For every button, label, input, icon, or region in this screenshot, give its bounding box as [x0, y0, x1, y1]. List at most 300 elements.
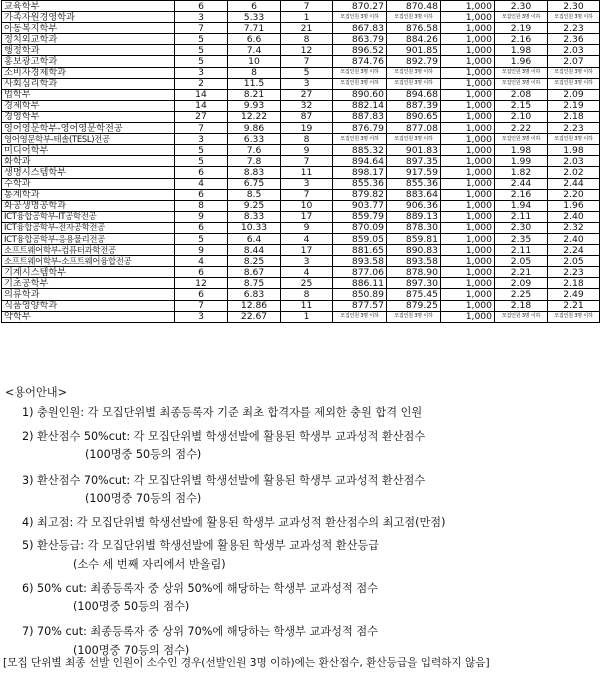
converted-grade-50cut-cell: 1.98 — [495, 145, 548, 156]
quota-cell: 9 — [175, 211, 228, 222]
converted-grade-70cut-cell: 2.49 — [548, 289, 600, 300]
converted-score-70cut-cell: 878.30 — [387, 222, 441, 233]
max-score-cell: 1,000 — [441, 34, 495, 45]
glossary-item-4: 4) 최고점: 각 모집단위별 학생선발에 활용된 학생부 교과성적 환산점수의 최고점(만점) — [22, 516, 446, 529]
max-score-cell: 1,000 — [441, 100, 495, 111]
max-score-cell: 1,000 — [441, 12, 495, 23]
competition-rate-cell: 22.67 — [228, 311, 281, 322]
quota-cell: 5 — [175, 233, 228, 244]
max-score-cell: 1,000 — [441, 289, 495, 300]
glossary-item-7: 7) 70% cut: 최종등록자 중 상위 70%에 해당하는 학생부 교과성적 점수 — [22, 625, 378, 638]
converted-score-70cut-cell: 모집인원 3명 이하 — [387, 12, 441, 23]
table-row — [2, 145, 600, 156]
converted-grade-50cut-cell: 1.94 — [495, 200, 548, 211]
department-name-cell: 화공생명공학과 — [2, 200, 175, 211]
converted-score-50cut-cell: 893.58 — [333, 256, 387, 267]
department-name-cell: 정치외교학과 — [2, 34, 175, 45]
converted-grade-70cut-cell: 2.18 — [548, 111, 600, 122]
converted-grade-50cut-cell: 2.35 — [495, 233, 548, 244]
glossary-item-6-detail: (100명중 50등의 점수) — [73, 600, 190, 613]
converted-score-70cut-cell: 884.26 — [387, 34, 441, 45]
converted-score-70cut-cell: 879.25 — [387, 300, 441, 311]
converted-score-70cut-cell: 890.83 — [387, 245, 441, 256]
max-score-cell: 1,000 — [441, 134, 495, 145]
converted-grade-70cut-cell: 1.96 — [548, 200, 600, 211]
converted-grade-50cut-cell: 2.08 — [495, 89, 548, 100]
additional-admits-cell: 25 — [281, 278, 333, 289]
quota-cell: 14 — [175, 89, 228, 100]
additional-admits-cell: 11 — [281, 300, 333, 311]
converted-grade-70cut-cell: 모집인원 3명 이하 — [548, 12, 600, 23]
table-row — [2, 267, 600, 278]
converted-grade-50cut-cell: 모집인원 3명 이하 — [495, 78, 548, 89]
additional-admits-cell: 7 — [281, 156, 333, 167]
glossary-item-5-detail: (소수 세 번째 자리에서 반올림) — [73, 558, 226, 571]
table-row — [2, 111, 600, 122]
quota-cell: 5 — [175, 34, 228, 45]
max-score-cell: 1,000 — [441, 78, 495, 89]
department-name-cell: 의류학과 — [2, 289, 175, 300]
quota-cell: 5 — [175, 156, 228, 167]
additional-admits-cell: 11 — [281, 167, 333, 178]
converted-score-50cut-cell: 890.60 — [333, 89, 387, 100]
max-score-cell: 1,000 — [441, 156, 495, 167]
converted-grade-50cut-cell: 2.11 — [495, 211, 548, 222]
converted-grade-50cut-cell: 모집인원 3명 이하 — [495, 311, 548, 322]
glossary-item-3-detail: (100명중 70등의 점수) — [85, 492, 202, 505]
converted-score-50cut-cell: 886.11 — [333, 278, 387, 289]
converted-score-70cut-cell: 887.39 — [387, 100, 441, 111]
converted-grade-70cut-cell: 2.23 — [548, 267, 600, 278]
table-row — [2, 278, 600, 289]
additional-admits-cell: 3 — [281, 178, 333, 189]
department-name-cell: 통계학과 — [2, 189, 175, 200]
converted-grade-70cut-cell: 모집인원 3명 이하 — [548, 311, 600, 322]
department-name-cell: 식품영양학과 — [2, 300, 175, 311]
converted-grade-70cut-cell: 2.18 — [548, 278, 600, 289]
department-name-cell: 홍보광고학과 — [2, 56, 175, 67]
max-score-cell: 1,000 — [441, 56, 495, 67]
additional-admits-cell: 7 — [281, 189, 333, 200]
quota-cell: 9 — [175, 245, 228, 256]
converted-score-70cut-cell: 870.48 — [387, 1, 441, 12]
max-score-cell: 1,000 — [441, 123, 495, 134]
department-name-cell: 소비자경제학과 — [2, 67, 175, 78]
converted-grade-70cut-cell: 2.03 — [548, 45, 600, 56]
converted-score-50cut-cell: 885.32 — [333, 145, 387, 156]
converted-grade-50cut-cell: 2.09 — [495, 278, 548, 289]
quota-cell: 5 — [175, 45, 228, 56]
additional-admits-cell: 27 — [281, 89, 333, 100]
department-name-cell: 사회심리학과 — [2, 78, 175, 89]
converted-grade-50cut-cell: 2.10 — [495, 111, 548, 122]
converted-grade-70cut-cell: 2.23 — [548, 123, 600, 134]
converted-score-50cut-cell: 882.14 — [333, 100, 387, 111]
max-score-cell: 1,000 — [441, 67, 495, 78]
converted-score-70cut-cell: 883.64 — [387, 189, 441, 200]
converted-score-70cut-cell: 855.36 — [387, 178, 441, 189]
additional-admits-cell: 3 — [281, 78, 333, 89]
table-row — [2, 311, 600, 322]
max-score-cell: 1,000 — [441, 23, 495, 34]
quota-cell: 27 — [175, 111, 228, 122]
quota-cell: 12 — [175, 278, 228, 289]
table-row — [2, 45, 600, 56]
converted-score-70cut-cell: 모집인원 3명 이하 — [387, 67, 441, 78]
converted-grade-70cut-cell: 2.07 — [548, 56, 600, 67]
department-name-cell: 기계시스템학부 — [2, 267, 175, 278]
department-name-cell: 행정학과 — [2, 45, 175, 56]
table-row — [2, 178, 600, 189]
department-name-cell: 경제학부 — [2, 100, 175, 111]
max-score-cell: 1,000 — [441, 222, 495, 233]
table-row — [2, 156, 600, 167]
quota-cell: 5 — [175, 56, 228, 67]
competition-rate-cell: 6.83 — [228, 289, 281, 300]
additional-admits-cell: 7 — [281, 1, 333, 12]
converted-grade-70cut-cell: 2.32 — [548, 222, 600, 233]
table-row — [2, 245, 600, 256]
converted-score-50cut-cell: 898.17 — [333, 167, 387, 178]
max-score-cell: 1,000 — [441, 245, 495, 256]
max-score-cell: 1,000 — [441, 256, 495, 267]
competition-rate-cell: 9.93 — [228, 100, 281, 111]
additional-admits-cell: 32 — [281, 100, 333, 111]
quota-cell: 3 — [175, 12, 228, 23]
converted-grade-70cut-cell: 2.19 — [548, 100, 600, 111]
table-row — [2, 167, 600, 178]
department-name-cell: 교육학부 — [2, 1, 175, 12]
converted-grade-50cut-cell: 2.11 — [495, 245, 548, 256]
table-body — [2, 1, 600, 323]
department-name-cell: 약학부 — [2, 311, 175, 322]
competition-rate-cell: 6.6 — [228, 34, 281, 45]
quota-cell: 5 — [175, 145, 228, 156]
glossary-item-2: 2) 환산점수 50%cut: 각 모집단위별 학생선발에 활용된 학생부 교과성적 환산점수 — [22, 430, 426, 443]
converted-score-50cut-cell: 859.05 — [333, 233, 387, 244]
quota-cell: 3 — [175, 134, 228, 145]
quota-cell: 6 — [175, 1, 228, 12]
max-score-cell: 1,000 — [441, 300, 495, 311]
table-row — [2, 200, 600, 211]
competition-rate-cell: 8.5 — [228, 189, 281, 200]
competition-rate-cell: 8 — [228, 67, 281, 78]
converted-grade-50cut-cell: 모집인원 3명 이하 — [495, 12, 548, 23]
quota-cell: 2 — [175, 78, 228, 89]
quota-cell: 6 — [175, 189, 228, 200]
additional-admits-cell: 4 — [281, 267, 333, 278]
competition-rate-cell: 7.4 — [228, 45, 281, 56]
converted-grade-70cut-cell: 2.24 — [548, 245, 600, 256]
max-score-cell: 1,000 — [441, 189, 495, 200]
additional-admits-cell: 4 — [281, 233, 333, 244]
converted-score-50cut-cell: 모집인원 3명 이하 — [333, 12, 387, 23]
table-row — [2, 34, 600, 45]
table-row — [2, 89, 600, 100]
competition-rate-cell: 8.67 — [228, 267, 281, 278]
converted-score-70cut-cell: 906.36 — [387, 200, 441, 211]
quota-cell: 6 — [175, 289, 228, 300]
glossary-item-6: 6) 50% cut: 최종등록자 중 상위 50%에 해당하는 학생부 교과성적 점수 — [22, 582, 378, 595]
table-row — [2, 67, 600, 78]
table-row — [2, 189, 600, 200]
admission-results-table — [1, 0, 600, 323]
department-name-cell: 화학과 — [2, 156, 175, 167]
converted-score-50cut-cell: 874.76 — [333, 56, 387, 67]
converted-grade-50cut-cell: 2.15 — [495, 100, 548, 111]
converted-grade-50cut-cell: 1.99 — [495, 156, 548, 167]
converted-grade-70cut-cell: 모집인원 3명 이하 — [548, 78, 600, 89]
quota-cell: 14 — [175, 100, 228, 111]
competition-rate-cell: 8.75 — [228, 278, 281, 289]
additional-admits-cell: 8 — [281, 34, 333, 45]
glossary-item-5: 5) 환산등급: 각 모집단위별 학생선발에 활용된 학생부 교과성적 환산등급 — [22, 539, 380, 552]
competition-rate-cell: 9.25 — [228, 200, 281, 211]
converted-score-50cut-cell: 모집인원 3명 이하 — [333, 67, 387, 78]
quota-cell: 6 — [175, 267, 228, 278]
additional-admits-cell: 9 — [281, 222, 333, 233]
max-score-cell: 1,000 — [441, 211, 495, 222]
converted-score-50cut-cell: 855.36 — [333, 178, 387, 189]
department-name-cell: 아동복지학부 — [2, 23, 175, 34]
converted-grade-50cut-cell: 2.30 — [495, 1, 548, 12]
table-row — [2, 1, 600, 12]
converted-grade-70cut-cell: 2.09 — [548, 89, 600, 100]
department-name-cell: 법학부 — [2, 89, 175, 100]
converted-grade-50cut-cell: 2.21 — [495, 267, 548, 278]
department-name-cell: 영어영문학부-영어영문학전공 — [2, 123, 175, 134]
department-name-cell: ICT융합공학부-전자공학전공 — [2, 222, 175, 233]
converted-score-70cut-cell: 901.85 — [387, 45, 441, 56]
converted-grade-70cut-cell: 모집인원 3명 이하 — [548, 67, 600, 78]
department-name-cell: 가족자원경영학과 — [2, 12, 175, 23]
converted-score-70cut-cell: 모집인원 3명 이하 — [387, 311, 441, 322]
additional-admits-cell: 9 — [281, 145, 333, 156]
converted-grade-50cut-cell: 1.82 — [495, 167, 548, 178]
converted-score-50cut-cell: 894.64 — [333, 156, 387, 167]
converted-grade-50cut-cell: 2.16 — [495, 189, 548, 200]
converted-grade-70cut-cell: 1.98 — [548, 145, 600, 156]
glossary-item-3: 3) 환산점수 70%cut: 각 모집단위별 학생선발에 활용된 학생부 교과성적 환산점수 — [22, 474, 426, 487]
max-score-cell: 1,000 — [441, 1, 495, 12]
competition-rate-cell: 7.71 — [228, 23, 281, 34]
additional-admits-cell: 5 — [281, 67, 333, 78]
competition-rate-cell: 12.22 — [228, 111, 281, 122]
competition-rate-cell: 6.33 — [228, 134, 281, 145]
converted-score-70cut-cell: 876.58 — [387, 23, 441, 34]
converted-score-70cut-cell: 모집인원 3명 이하 — [387, 78, 441, 89]
converted-score-70cut-cell: 모집인원 3명 이하 — [387, 134, 441, 145]
converted-grade-50cut-cell: 1.98 — [495, 45, 548, 56]
converted-score-70cut-cell: 859.81 — [387, 233, 441, 244]
converted-score-70cut-cell: 890.65 — [387, 111, 441, 122]
table-row — [2, 23, 600, 34]
converted-grade-70cut-cell: 모집인원 3명 이하 — [548, 134, 600, 145]
converted-score-50cut-cell: 모집인원 3명 이하 — [333, 134, 387, 145]
table-row — [2, 256, 600, 267]
competition-rate-cell: 9.86 — [228, 123, 281, 134]
glossary-item-1: 1) 충원인원: 각 모집단위별 최종등록자 기준 최초 합격자를 제외한 충원 합격 인원 — [22, 406, 423, 419]
competition-rate-cell: 6.75 — [228, 178, 281, 189]
max-score-cell: 1,000 — [441, 278, 495, 289]
additional-admits-cell: 10 — [281, 200, 333, 211]
table-row — [2, 222, 600, 233]
department-name-cell: ICT융합공학부-IT공학전공 — [2, 211, 175, 222]
glossary-item-7-detail: (100명중 70등의 점수) — [73, 644, 190, 657]
table-row — [2, 123, 600, 134]
competition-rate-cell: 10 — [228, 56, 281, 67]
max-score-cell: 1,000 — [441, 145, 495, 156]
quota-cell: 7 — [175, 23, 228, 34]
max-score-cell: 1,000 — [441, 311, 495, 322]
quota-cell: 6 — [175, 222, 228, 233]
additional-admits-cell: 3 — [281, 256, 333, 267]
converted-score-70cut-cell: 878.90 — [387, 267, 441, 278]
converted-grade-70cut-cell: 2.44 — [548, 178, 600, 189]
additional-admits-cell: 1 — [281, 311, 333, 322]
converted-grade-70cut-cell: 2.02 — [548, 167, 600, 178]
competition-rate-cell: 7.8 — [228, 156, 281, 167]
additional-admits-cell: 8 — [281, 134, 333, 145]
converted-score-50cut-cell: 903.77 — [333, 200, 387, 211]
competition-rate-cell: 8.21 — [228, 89, 281, 100]
max-score-cell: 1,000 — [441, 178, 495, 189]
department-name-cell: 수학과 — [2, 178, 175, 189]
additional-admits-cell: 21 — [281, 23, 333, 34]
additional-admits-cell: 87 — [281, 111, 333, 122]
quota-cell: 4 — [175, 178, 228, 189]
glossary-heading: <용어안내> — [5, 386, 67, 399]
table-row — [2, 289, 600, 300]
table-row — [2, 233, 600, 244]
converted-score-70cut-cell: 917.59 — [387, 167, 441, 178]
converted-score-70cut-cell: 894.68 — [387, 89, 441, 100]
converted-score-70cut-cell: 893.58 — [387, 256, 441, 267]
department-name-cell: 생명시스템학부 — [2, 167, 175, 178]
converted-grade-50cut-cell: 모집인원 3명 이하 — [495, 134, 548, 145]
additional-admits-cell: 19 — [281, 123, 333, 134]
converted-score-70cut-cell: 889.13 — [387, 211, 441, 222]
converted-score-50cut-cell: 850.89 — [333, 289, 387, 300]
converted-grade-70cut-cell: 2.03 — [548, 156, 600, 167]
max-score-cell: 1,000 — [441, 200, 495, 211]
competition-rate-cell: 10.33 — [228, 222, 281, 233]
quota-cell: 7 — [175, 300, 228, 311]
additional-admits-cell: 17 — [281, 245, 333, 256]
max-score-cell: 1,000 — [441, 111, 495, 122]
converted-grade-50cut-cell: 2.05 — [495, 256, 548, 267]
table-row — [2, 100, 600, 111]
max-score-cell: 1,000 — [441, 233, 495, 244]
competition-rate-cell: 8.25 — [228, 256, 281, 267]
department-name-cell: 기초공학부 — [2, 278, 175, 289]
converted-grade-70cut-cell: 2.36 — [548, 34, 600, 45]
converted-grade-70cut-cell: 2.21 — [548, 300, 600, 311]
department-name-cell: 영어영문학부-테솔(TESL)전공 — [2, 134, 175, 145]
additional-admits-cell: 8 — [281, 289, 333, 300]
converted-score-50cut-cell: 876.79 — [333, 123, 387, 134]
converted-grade-50cut-cell: 2.19 — [495, 23, 548, 34]
glossary-item-2-detail: (100명중 50등의 점수) — [85, 448, 202, 461]
converted-grade-70cut-cell: 2.40 — [548, 211, 600, 222]
converted-score-70cut-cell: 892.79 — [387, 56, 441, 67]
converted-score-50cut-cell: 879.82 — [333, 189, 387, 200]
table-row — [2, 300, 600, 311]
converted-grade-50cut-cell: 2.16 — [495, 34, 548, 45]
table-row — [2, 211, 600, 222]
converted-grade-50cut-cell: 2.18 — [495, 300, 548, 311]
competition-rate-cell: 12.86 — [228, 300, 281, 311]
converted-grade-70cut-cell: 2.05 — [548, 256, 600, 267]
quota-cell: 3 — [175, 67, 228, 78]
competition-rate-cell: 5.33 — [228, 12, 281, 23]
converted-grade-50cut-cell: 1.96 — [495, 56, 548, 67]
converted-score-50cut-cell: 859.79 — [333, 211, 387, 222]
competition-rate-cell: 8.33 — [228, 211, 281, 222]
converted-score-70cut-cell: 877.08 — [387, 123, 441, 134]
competition-rate-cell: 11.5 — [228, 78, 281, 89]
competition-rate-cell: 6.4 — [228, 233, 281, 244]
converted-score-70cut-cell: 875.45 — [387, 289, 441, 300]
additional-admits-cell: 7 — [281, 56, 333, 67]
converted-grade-70cut-cell: 2.23 — [548, 23, 600, 34]
competition-rate-cell: 7.6 — [228, 145, 281, 156]
converted-score-50cut-cell: 887.83 — [333, 111, 387, 122]
department-name-cell: ICT융합공학부-응용물리전공 — [2, 233, 175, 244]
additional-admits-cell: 12 — [281, 45, 333, 56]
department-name-cell: 경영학부 — [2, 111, 175, 122]
quota-cell: 6 — [175, 167, 228, 178]
max-score-cell: 1,000 — [441, 267, 495, 278]
converted-grade-50cut-cell: 2.22 — [495, 123, 548, 134]
converted-grade-70cut-cell: 2.30 — [548, 1, 600, 12]
converted-grade-50cut-cell: 2.44 — [495, 178, 548, 189]
competition-rate-cell: 8.44 — [228, 245, 281, 256]
converted-score-50cut-cell: 877.57 — [333, 300, 387, 311]
additional-admits-cell: 17 — [281, 211, 333, 222]
max-score-cell: 1,000 — [441, 89, 495, 100]
converted-score-50cut-cell: 867.83 — [333, 23, 387, 34]
department-name-cell: 소프트웨어학부-컴퓨터과학전공 — [2, 245, 175, 256]
table-row — [2, 78, 600, 89]
competition-rate-cell: 8.83 — [228, 167, 281, 178]
converted-score-70cut-cell: 901.83 — [387, 145, 441, 156]
converted-score-50cut-cell: 896.52 — [333, 45, 387, 56]
converted-grade-70cut-cell: 2.20 — [548, 189, 600, 200]
converted-grade-70cut-cell: 2.40 — [548, 233, 600, 244]
quota-cell: 8 — [175, 200, 228, 211]
additional-admits-cell: 1 — [281, 12, 333, 23]
quota-cell: 7 — [175, 123, 228, 134]
converted-score-50cut-cell: 모집인원 3명 이하 — [333, 78, 387, 89]
department-name-cell: 소프트웨어학부-소프트웨어융합전공 — [2, 256, 175, 267]
converted-grade-50cut-cell: 2.30 — [495, 222, 548, 233]
converted-score-50cut-cell: 모집인원 3명 이하 — [333, 311, 387, 322]
converted-score-50cut-cell: 870.27 — [333, 1, 387, 12]
converted-score-50cut-cell: 877.06 — [333, 267, 387, 278]
footer-note: [모집 단위별 최종 선발 인원이 소수인 경우(선발인원 3명 이하)에는 환산점수, 환산등급을 입력하지 않음] — [3, 657, 490, 669]
table-row — [2, 56, 600, 67]
converted-grade-50cut-cell: 2.25 — [495, 289, 548, 300]
competition-rate-cell: 6 — [228, 1, 281, 12]
converted-score-70cut-cell: 897.30 — [387, 278, 441, 289]
department-name-cell: 미디어학부 — [2, 145, 175, 156]
converted-score-50cut-cell: 881.65 — [333, 245, 387, 256]
table-row — [2, 134, 600, 145]
converted-score-50cut-cell: 863.79 — [333, 34, 387, 45]
converted-grade-50cut-cell: 모집인원 3명 이하 — [495, 67, 548, 78]
quota-cell: 3 — [175, 311, 228, 322]
